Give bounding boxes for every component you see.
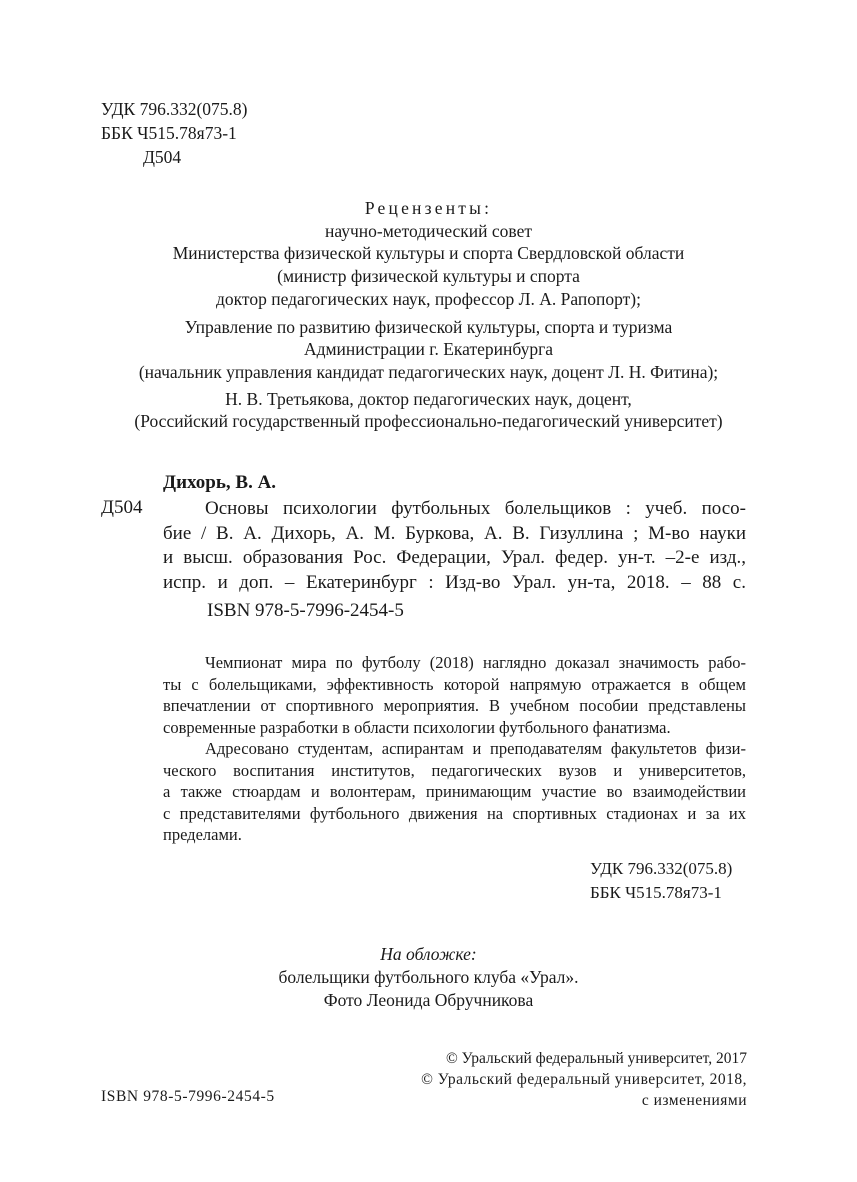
copyright-note: с изменениями [641, 1092, 747, 1109]
reviewer-line: Управление по развитию физической культуры, спорта и туризма [184, 317, 673, 337]
isbn-bottom: ISBN 978-5-7996-2454-5 [101, 1088, 275, 1105]
annotation-line: Чемпионат мира по футболу (2018) наглядно доказал значимость рабо- [205, 653, 746, 672]
reviewer-line: Министерства физической культуры и спорта Свердловской области [172, 243, 685, 263]
cover-caption: болельщики футбольного клуба «Урал». [278, 967, 579, 987]
reviewer-line: (Российский государственный профессионально-педагогический университет) [134, 411, 723, 431]
book-author: Дихорь, В. А. [163, 472, 277, 493]
reviewer-line: Н. В. Третьякова, доктор педагогических наук, доцент, [225, 389, 632, 409]
bbk-code-bottom: ББК Ч515.78я73-1 [590, 883, 722, 902]
cover-heading: На обложке: [380, 944, 477, 964]
annotation-line: пределами. [163, 825, 242, 844]
reviewer-line: научно-методический совет [325, 221, 532, 241]
bib-line: бие / В. А. Дихорь, А. М. Буркова, А. В. Гизуллина ; М-во науки [163, 522, 746, 544]
annotation-line: ческого воспитания институтов, педагогических вузов и университетов, [163, 760, 746, 780]
bibliographic-description [163, 497, 746, 595]
annotation [163, 652, 746, 846]
reviewers-heading: Рецензенты: [364, 198, 493, 218]
bib-line: Основы психологии футбольных болельщиков : учеб. посо- [205, 498, 746, 519]
bib-line: и высш. образования Рос. Федерации, Урал. федер. ун-т. –2-е изд., [163, 547, 746, 568]
reviewer-line: Администрации г. Екатеринбурга [303, 339, 554, 359]
annotation-line: современные разработки в области психологии футбольного фанатизма. [163, 717, 671, 737]
copyright-2018: © Уральский федеральный университет, 2018, [421, 1071, 747, 1088]
reviewer-line: (министр физической культуры и спорта [277, 266, 580, 286]
reviewer-line: доктор педагогических наук, профессор Л. А. Рапопорт); [215, 289, 642, 309]
udk-code: УДК 796.332(075.8) [101, 99, 248, 119]
bibliography-code: Д504 [101, 497, 143, 518]
isbn-main: ISBN 978-5-7996-2454-5 [207, 600, 404, 621]
cover-photo-credit: Фото Леонида Обручникова [323, 990, 534, 1010]
author-sign-code: Д504 [143, 147, 182, 167]
annotation-line: впечатлении от спортивного мероприятия. В учебном пособии представлены [163, 696, 746, 715]
annotation-line: с представителями футбольного движения на спортивных стадионах и за их [163, 803, 746, 823]
annotation-line: ты с болельщиками, эффективность которой напрямую отражается в общем [163, 674, 746, 694]
bib-line: испр. и доп. – Екатеринбург : Изд-во Урал. ун-та, 2018. – 88 с. [163, 571, 746, 593]
bbk-code: ББК Ч515.78я73-1 [101, 123, 237, 143]
reviewer-line: (начальник управления кандидат педагогических наук, доцент Л. Н. Фитина); [138, 362, 719, 382]
copyright-2017: © Уральский федеральный университет, 2017 [445, 1050, 747, 1067]
annotation-line: а также стюардам и волонтерам, принимающим участие во взаимодействии [163, 782, 746, 801]
annotation-line: Адресовано студентам, аспирантам и преподавателям факультетов физи- [205, 739, 746, 758]
udk-code-bottom: УДК 796.332(075.8) [590, 859, 733, 878]
